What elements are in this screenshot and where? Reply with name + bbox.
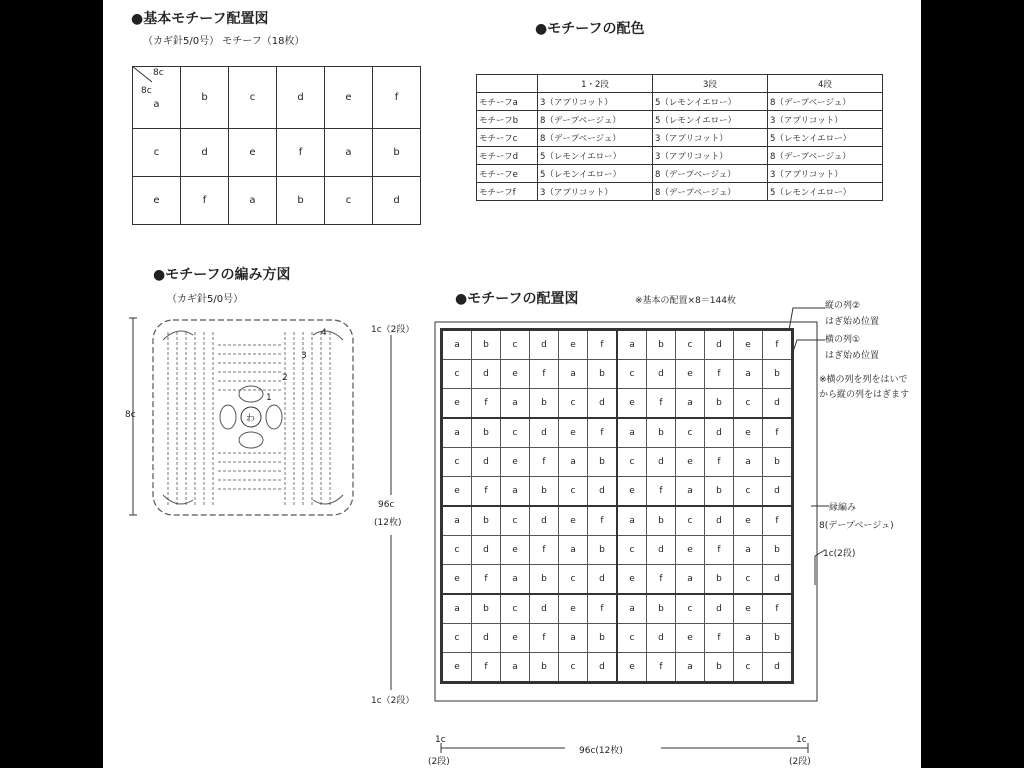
placement-cell: d	[588, 389, 618, 419]
placement-cell: b	[472, 594, 501, 624]
color-table-row	[477, 165, 883, 183]
placement-cell: c	[559, 477, 588, 507]
placement-cell: c	[559, 653, 588, 683]
edging-pointer-lines	[803, 500, 833, 590]
color-cell: 5（レモンイエロー）	[538, 147, 653, 165]
placement-cell: b	[647, 594, 676, 624]
placement-cell: e	[617, 565, 647, 595]
motif-cell: b	[181, 67, 229, 129]
placement-cell: d	[763, 389, 793, 419]
placement-cell: c	[559, 389, 588, 419]
placement-cell: c	[501, 330, 530, 360]
top-border-label: 1c（2段）	[371, 325, 415, 335]
motif-name-cell: モチーフd	[477, 147, 538, 165]
placement-cell: f	[647, 653, 676, 683]
motif-name-cell: モチーフb	[477, 111, 538, 129]
placement-cell: d	[647, 360, 676, 389]
placement-cell: f	[472, 477, 501, 507]
motif-name-cell: モチーフc	[477, 129, 538, 147]
color-table-title: ●モチーフの配色	[535, 21, 645, 37]
color-cell: 5（レモンイエロー）	[538, 165, 653, 183]
placement-cell: a	[734, 448, 763, 477]
placement-cell: d	[530, 418, 559, 448]
placement-cell: a	[617, 506, 647, 536]
placement-cell: e	[501, 624, 530, 653]
placement-cell: f	[530, 536, 559, 565]
placement-cell: a	[734, 536, 763, 565]
basic-layout-row	[133, 129, 421, 177]
placement-cell: b	[763, 536, 793, 565]
placement-cell: a	[676, 389, 705, 419]
placement-cell: a	[501, 477, 530, 507]
placement-cell: e	[617, 653, 647, 683]
placement-cell: a	[442, 594, 472, 624]
placement-cell: a	[734, 360, 763, 389]
motif-cell: e	[133, 177, 181, 225]
motif-cell: a	[229, 177, 277, 225]
placement-cell: e	[501, 536, 530, 565]
placement-cell: b	[763, 624, 793, 653]
color-cell: 8（デープベージュ）	[653, 183, 768, 201]
placement-cell: a	[676, 477, 705, 507]
placement-cell: f	[472, 653, 501, 683]
placement-cell: e	[559, 594, 588, 624]
placement-cell: f	[530, 448, 559, 477]
motif-cell: c	[133, 129, 181, 177]
placement-cell: e	[442, 653, 472, 683]
placement-cell: e	[734, 506, 763, 536]
placement-cell: f	[705, 448, 734, 477]
placement-cell: c	[734, 653, 763, 683]
round-1-label: 1	[266, 393, 272, 403]
round-3-label: 3	[301, 351, 307, 361]
color-cell: 5（レモンイエロー）	[768, 183, 883, 201]
placement-cell: f	[647, 477, 676, 507]
placement-cell: c	[734, 477, 763, 507]
placement-cell: b	[647, 418, 676, 448]
placement-cell: b	[588, 624, 618, 653]
motif-cell: f	[373, 67, 421, 129]
placement-cell: f	[588, 506, 618, 536]
placement-cell: e	[734, 594, 763, 624]
color-cell: 8（デープベージュ）	[538, 129, 653, 147]
placement-cell: f	[647, 565, 676, 595]
knit-size-label: 8c	[125, 410, 136, 420]
color-cell: 8（デープベージュ）	[538, 111, 653, 129]
color-cell: 3（アプリコット）	[768, 111, 883, 129]
knit-diagram-title: ●モチーフの編み方図	[153, 267, 291, 283]
placement-cell: b	[705, 477, 734, 507]
row-join-start: はぎ始め位置	[825, 351, 880, 361]
bottom-border-label: 1c（2段）	[371, 696, 415, 706]
join-pointer-lines	[783, 300, 833, 360]
placement-cell: f	[472, 565, 501, 595]
placement-cell: e	[442, 389, 472, 419]
placement-cell: d	[530, 330, 559, 360]
placement-cell: e	[676, 360, 705, 389]
knit-diagram-subtitle: （カギ針5/0号）	[167, 294, 244, 305]
motif-cell: c	[325, 177, 373, 225]
motif-cell: e	[325, 67, 373, 129]
basic-corner-left: 8c	[141, 86, 152, 96]
color-cell: 8（デープベージュ）	[653, 165, 768, 183]
placement-cell: c	[676, 594, 705, 624]
join-note-1: ※横の列を列をはいで	[819, 375, 908, 385]
placement-cell: a	[559, 624, 588, 653]
color-table-row	[477, 111, 883, 129]
placement-cell: e	[676, 448, 705, 477]
placement-cell: a	[501, 389, 530, 419]
placement-cell: c	[676, 506, 705, 536]
motif-cell: d	[277, 67, 325, 129]
placement-cell: b	[530, 565, 559, 595]
placement-cell: f	[588, 330, 618, 360]
color-cell: 5（レモンイエロー）	[768, 129, 883, 147]
round-2-label: 2	[282, 373, 288, 383]
motif-name-cell: モチーフe	[477, 165, 538, 183]
placement-cell: e	[559, 330, 588, 360]
placement-cell: a	[559, 536, 588, 565]
color-cell: 3（アプリコット）	[653, 147, 768, 165]
placement-cell: d	[763, 653, 793, 683]
placement-cell: f	[530, 360, 559, 389]
color-table	[476, 74, 883, 201]
placement-cell: a	[676, 653, 705, 683]
color-header-cell: 3段	[653, 75, 768, 93]
placement-cell: c	[501, 418, 530, 448]
motif-cell: d	[373, 177, 421, 225]
placement-cell: c	[617, 448, 647, 477]
column-join-label: 縦の列②	[825, 301, 861, 311]
placement-cell: d	[763, 565, 793, 595]
placement-cell: d	[530, 506, 559, 536]
placement-cell: f	[588, 594, 618, 624]
placement-cell: e	[734, 330, 763, 360]
motif-cell: c	[229, 67, 277, 129]
edging-outline	[433, 320, 823, 705]
placement-cell: a	[442, 330, 472, 360]
color-header-cell	[477, 75, 538, 93]
placement-cell: a	[442, 418, 472, 448]
placement-cell: b	[763, 448, 793, 477]
placement-cell: f	[705, 624, 734, 653]
motif-cell: b	[277, 177, 325, 225]
placement-cell: d	[705, 506, 734, 536]
placement-cell: e	[442, 565, 472, 595]
pattern-page	[103, 0, 921, 768]
edging-size: 1c(2段)	[823, 549, 856, 559]
placement-cell: b	[588, 448, 618, 477]
color-cell: 8（デープベージュ）	[768, 93, 883, 111]
placement-cell: f	[705, 536, 734, 565]
basic-layout-row	[133, 177, 421, 225]
placement-cell: a	[559, 448, 588, 477]
motif-cell: d	[181, 129, 229, 177]
color-cell: 3（アプリコット）	[538, 183, 653, 201]
bottom-right-c: 1c	[796, 735, 807, 745]
color-cell: 3（アプリコット）	[768, 165, 883, 183]
round-4-label: 4	[321, 328, 327, 338]
color-table-row	[477, 183, 883, 201]
edging-label: 縁編み	[829, 503, 857, 513]
color-cell: 5（レモンイエロー）	[653, 111, 768, 129]
placement-cell: b	[530, 477, 559, 507]
placement-cell: c	[442, 624, 472, 653]
color-cell: 3（アプリコット）	[538, 93, 653, 111]
placement-cell: e	[501, 448, 530, 477]
magic-ring-label: わ	[246, 411, 255, 424]
placement-cell: b	[472, 506, 501, 536]
placement-cell: b	[647, 330, 676, 360]
placement-cell: c	[501, 506, 530, 536]
height-count: (12枚)	[374, 518, 402, 528]
placement-cell: b	[588, 536, 618, 565]
placement-cell: b	[705, 565, 734, 595]
height-label: 96c	[378, 500, 395, 510]
motif-cell: e	[229, 129, 277, 177]
basic-layout-subtitle: （カギ針5/0号） モチーフ（18枚）	[143, 36, 305, 47]
placement-cell: e	[617, 389, 647, 419]
placement-cell: a	[676, 565, 705, 595]
width-dimension-line	[433, 740, 823, 760]
height-dimension-line	[385, 335, 405, 690]
color-table-row	[477, 147, 883, 165]
basic-corner-top: 8c	[153, 68, 164, 78]
basic-layout-title: ●基本モチーフ配置図	[131, 11, 269, 27]
placement-cell: b	[472, 418, 501, 448]
placement-cell: a	[734, 624, 763, 653]
placement-cell: f	[647, 389, 676, 419]
placement-cell: a	[559, 360, 588, 389]
motif-cell: f	[181, 177, 229, 225]
placement-cell: b	[705, 653, 734, 683]
placement-note: ※基本の配置×8＝144枚	[635, 296, 736, 306]
placement-cell: c	[617, 536, 647, 565]
placement-cell: d	[472, 624, 501, 653]
edging-color: 8(デープベージュ)	[819, 521, 894, 531]
placement-cell: c	[442, 536, 472, 565]
placement-cell: f	[763, 418, 793, 448]
placement-cell: d	[472, 360, 501, 389]
placement-cell: e	[676, 536, 705, 565]
bottom-right-rows: (2段)	[789, 757, 811, 767]
placement-cell: a	[617, 330, 647, 360]
crochet-chart	[123, 310, 363, 525]
placement-cell: d	[588, 565, 618, 595]
placement-cell: a	[617, 418, 647, 448]
placement-cell: f	[763, 330, 793, 360]
placement-cell: d	[588, 477, 618, 507]
bottom-left-c: 1c	[435, 735, 446, 745]
placement-cell: c	[501, 594, 530, 624]
placement-cell: b	[763, 360, 793, 389]
placement-cell: b	[705, 389, 734, 419]
placement-cell: a	[442, 506, 472, 536]
width-label: 96c(12枚)	[579, 746, 623, 756]
placement-title: ●モチーフの配置図	[455, 291, 579, 307]
placement-cell: a	[501, 565, 530, 595]
placement-cell: c	[676, 418, 705, 448]
motif-cell: f	[277, 129, 325, 177]
placement-cell: d	[705, 330, 734, 360]
motif-name-cell: モチーフa	[477, 93, 538, 111]
placement-cell: d	[647, 624, 676, 653]
placement-cell: d	[705, 418, 734, 448]
placement-cell: c	[734, 565, 763, 595]
placement-cell: e	[617, 477, 647, 507]
color-header-cell: 4段	[768, 75, 883, 93]
placement-cell: f	[763, 506, 793, 536]
bottom-left-rows: (2段)	[428, 757, 450, 767]
motif-name-cell: モチーフf	[477, 183, 538, 201]
placement-cell: c	[559, 565, 588, 595]
motif-cell: a	[133, 67, 181, 129]
placement-cell: d	[472, 536, 501, 565]
placement-cell: e	[501, 360, 530, 389]
placement-cell: c	[617, 360, 647, 389]
placement-cell: f	[763, 594, 793, 624]
placement-cell: e	[734, 418, 763, 448]
placement-cell: e	[676, 624, 705, 653]
color-table-row	[477, 129, 883, 147]
color-cell: 3（アプリコット）	[653, 129, 768, 147]
placement-cell: d	[647, 448, 676, 477]
placement-cell: b	[530, 389, 559, 419]
placement-cell: f	[530, 624, 559, 653]
placement-cell: a	[501, 653, 530, 683]
placement-cell: f	[588, 418, 618, 448]
join-note-2: から縦の列をはぎます	[819, 390, 910, 400]
placement-cell: d	[530, 594, 559, 624]
placement-cell: b	[472, 330, 501, 360]
placement-cell: c	[734, 389, 763, 419]
column-join-start: はぎ始め位置	[825, 317, 880, 327]
placement-cell: d	[705, 594, 734, 624]
color-cell: 8（デープベージュ）	[768, 147, 883, 165]
placement-cell: c	[442, 448, 472, 477]
placement-cell: f	[705, 360, 734, 389]
color-table-row	[477, 93, 883, 111]
placement-cell: d	[472, 448, 501, 477]
motif-cell: a	[325, 129, 373, 177]
color-header-cell: 1・2段	[538, 75, 653, 93]
color-table-header	[477, 75, 883, 93]
color-cell: 5（レモンイエロー）	[653, 93, 768, 111]
placement-cell: f	[472, 389, 501, 419]
placement-cell: b	[647, 506, 676, 536]
placement-cell: a	[617, 594, 647, 624]
placement-cell: e	[442, 477, 472, 507]
row-join-label: 横の列①	[825, 335, 861, 345]
placement-cell: b	[530, 653, 559, 683]
placement-cell: d	[647, 536, 676, 565]
motif-cell: b	[373, 129, 421, 177]
placement-cell: d	[588, 653, 618, 683]
placement-cell: c	[617, 624, 647, 653]
placement-cell: c	[676, 330, 705, 360]
placement-cell: e	[559, 506, 588, 536]
placement-cell: b	[588, 360, 618, 389]
placement-cell: d	[763, 477, 793, 507]
placement-cell: e	[559, 418, 588, 448]
placement-cell: c	[442, 360, 472, 389]
